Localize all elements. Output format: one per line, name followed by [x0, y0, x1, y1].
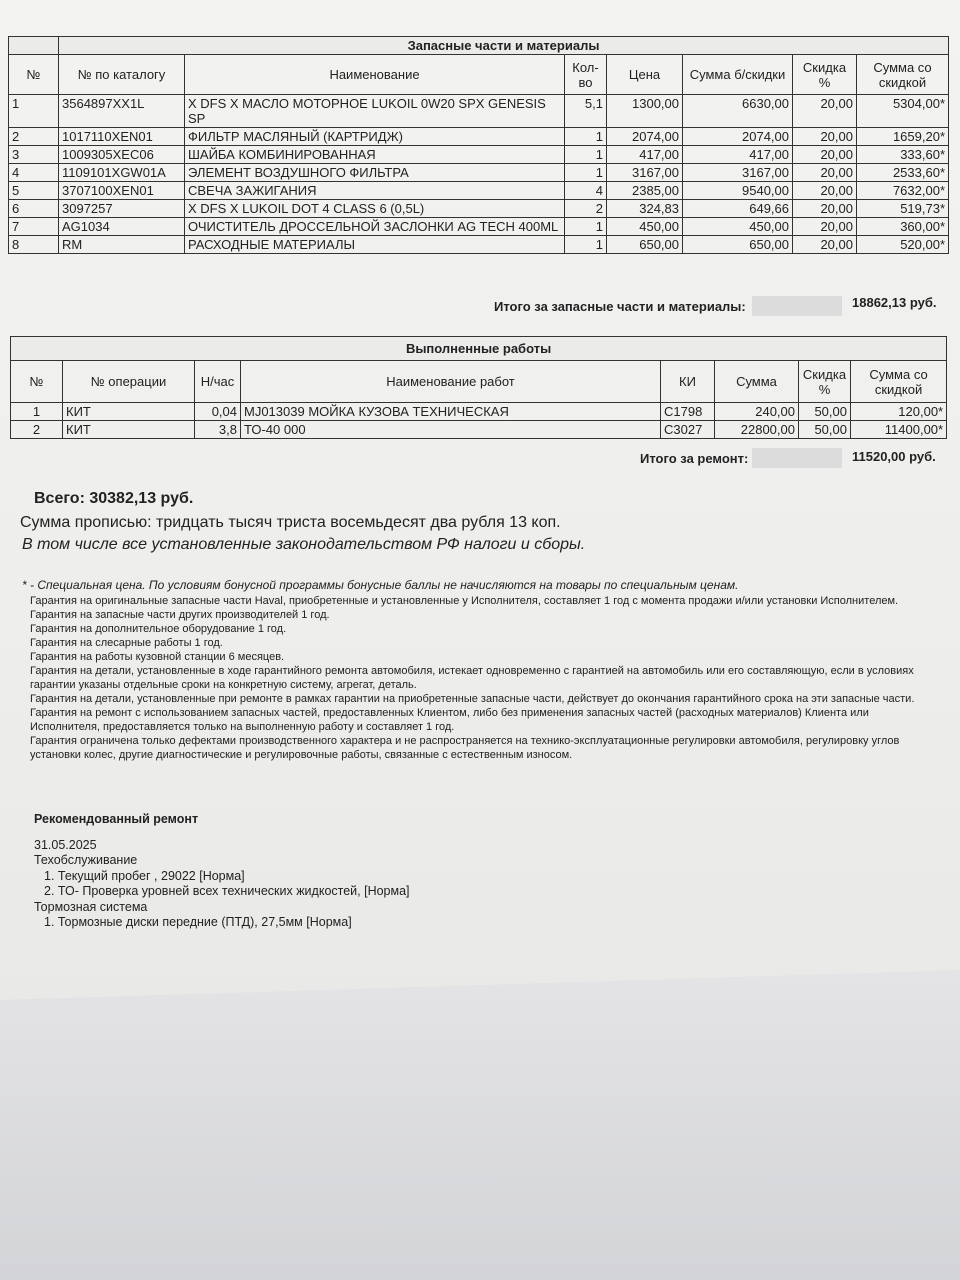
col-header: № по каталогу	[59, 55, 185, 95]
parts-cell-qty: 5,1	[565, 95, 607, 128]
parts-cell-sum: 650,00	[683, 236, 793, 254]
parts-cell-disc: 20,00	[793, 218, 857, 236]
warranty-line: Гарантия на запасные части других производителей 1 год.	[30, 609, 330, 621]
parts-cell-total: 333,60*	[857, 146, 949, 164]
works-cell-sum: 22800,00	[715, 421, 799, 439]
col-header: Сумма	[715, 361, 799, 403]
parts-cell-n: 4	[9, 164, 59, 182]
works-cell-ki: C3027	[661, 421, 715, 439]
parts-cell-price: 324,83	[607, 200, 683, 218]
works-cell-disc: 50,00	[799, 421, 851, 439]
parts-cell-qty: 4	[565, 182, 607, 200]
parts-cell-sum: 2074,00	[683, 128, 793, 146]
recommended-group: Тормозная система	[34, 899, 148, 914]
works-cell-hours: 3,8	[195, 421, 241, 439]
works-cell-n: 1	[11, 403, 63, 421]
parts-cell-code: 1017110XEN01	[59, 128, 185, 146]
table-row	[9, 128, 949, 146]
parts-cell-disc: 20,00	[793, 200, 857, 218]
parts-cell-name: ШАЙБА КОМБИНИРОВАННАЯ	[185, 146, 565, 164]
col-header: Наименование работ	[241, 361, 661, 403]
works-total-label: Итого за ремонт:	[640, 451, 749, 466]
table-row	[9, 146, 949, 164]
col-header: Наименование	[185, 55, 565, 95]
works-cell-name: ТО-40 000	[241, 421, 661, 439]
works-rows	[11, 403, 947, 439]
works-total-value: 11520,00 руб.	[852, 449, 936, 464]
table-row	[11, 403, 947, 421]
parts-cell-code: AG1034	[59, 218, 185, 236]
parts-cell-sum: 3167,00	[683, 164, 793, 182]
works-cell-ki: C1798	[661, 403, 715, 421]
parts-cell-price: 417,00	[607, 146, 683, 164]
parts-cell-name: СВЕЧА ЗАЖИГАНИЯ	[185, 182, 565, 200]
parts-cell-price: 2385,00	[607, 182, 683, 200]
parts-cell-sum: 9540,00	[683, 182, 793, 200]
table-row	[9, 95, 949, 128]
works-table	[10, 336, 947, 439]
works-cell-sum: 240,00	[715, 403, 799, 421]
col-header: №	[11, 361, 63, 403]
works-cell-disc: 50,00	[799, 403, 851, 421]
recommended-repair	[34, 812, 410, 931]
parts-cell-name: X DFS X МАСЛО МОТОРНОЕ LUKOIL 0W20 SPX GENESIS SP	[185, 95, 565, 128]
parts-cell-name: РАСХОДНЫЕ МАТЕРИАЛЫ	[185, 236, 565, 254]
recommended-heading: Рекомендованный ремонт	[34, 812, 199, 826]
works-cell-hours: 0,04	[195, 403, 241, 421]
col-header: № операции	[63, 361, 195, 403]
parts-cell-code: 3707100XEN01	[59, 182, 185, 200]
special-price-note: * - Специальная цена. По условиям бонусной программы бонусные баллы не начисляются на товары по специальным ценам.	[22, 578, 739, 592]
parts-cell-qty: 1	[565, 164, 607, 182]
table-row	[9, 164, 949, 182]
works-cell-total: 11400,00*	[851, 421, 947, 439]
parts-cell-total: 5304,00*	[857, 95, 949, 128]
background-sheet	[0, 970, 960, 1280]
parts-cell-price: 450,00	[607, 218, 683, 236]
table-row	[11, 421, 947, 439]
redaction-box	[752, 296, 842, 316]
parts-cell-total: 520,00*	[857, 236, 949, 254]
parts-cell-disc: 20,00	[793, 164, 857, 182]
works-cell-name: MJ013039 МОЙКА КУЗОВА ТЕХНИЧЕСКАЯ	[241, 403, 661, 421]
warranty-line: Гарантия на оригинальные запасные части Haval, приобретенные и установленные у Исполнителя, составляет 1 год с момента продажи и/или установки Исполнителем.	[30, 595, 899, 607]
works-cell-op: КИТ	[63, 421, 195, 439]
col-header: Н/час	[195, 361, 241, 403]
col-header: Сумма б/скидки	[683, 55, 793, 95]
warranty-line: Гарантия на ремонт с использованием запасных частей, предоставленных Клиентом, либо без применения запасных частей (расходных материалов) Клиента или Исполнителя, предоставляется только на выполненную работу и составляет 1 год.	[30, 707, 869, 733]
warranty-line: Гарантия на слесарные работы 1 год.	[30, 637, 223, 649]
parts-cell-code: 3564897XX1L	[59, 95, 185, 128]
taxes-note: В том числе все установленные законодательством РФ налоги и сборы.	[22, 536, 586, 553]
col-header: Цена	[607, 55, 683, 95]
parts-cell-disc: 20,00	[793, 236, 857, 254]
parts-cell-disc: 20,00	[793, 182, 857, 200]
parts-cell-qty: 2	[565, 200, 607, 218]
recommended-item: 1. Текущий пробег , 29022 [Норма]	[44, 868, 245, 883]
parts-cell-total: 360,00*	[857, 218, 949, 236]
parts-cell-sum: 649,66	[683, 200, 793, 218]
recommended-date: 31.05.2025	[34, 837, 97, 852]
warranty-line: Гарантия на детали, установленные в ходе гарантийного ремонта автомобиля, истекает одновременно с гарантией на автомобиль или его составляющую, если в условиях гарантии указаны отдельные сроки на конкретную систему, агрегат, деталь.	[30, 665, 914, 691]
parts-cell-code: 1009305XEC06	[59, 146, 185, 164]
grand-total: Всего: 30382,13 руб.	[34, 490, 194, 507]
parts-cell-total: 7632,00*	[857, 182, 949, 200]
parts-cell-qty: 1	[565, 146, 607, 164]
parts-total-label: Итого за запасные части и материалы:	[494, 299, 746, 314]
parts-cell-n: 5	[9, 182, 59, 200]
table-row	[9, 218, 949, 236]
parts-table-title: Запасные части и материалы	[59, 37, 949, 55]
parts-cell-disc: 20,00	[793, 146, 857, 164]
col-header: КИ	[661, 361, 715, 403]
col-header: Скидка %	[793, 55, 857, 95]
col-header: Сумма со скидкой	[851, 361, 947, 403]
works-cell-total: 120,00*	[851, 403, 947, 421]
parts-cell-name: ЭЛЕМЕНТ ВОЗДУШНОГО ФИЛЬТРА	[185, 164, 565, 182]
parts-cell-price: 2074,00	[607, 128, 683, 146]
parts-cell-n: 7	[9, 218, 59, 236]
parts-cell-total: 1659,20*	[857, 128, 949, 146]
parts-cell-n: 3	[9, 146, 59, 164]
parts-cell-n: 8	[9, 236, 59, 254]
parts-cell-total: 2533,60*	[857, 164, 949, 182]
parts-cell-price: 3167,00	[607, 164, 683, 182]
parts-cell-disc: 20,00	[793, 95, 857, 128]
warranty-notes	[22, 578, 922, 762]
parts-cell-qty: 1	[565, 236, 607, 254]
recommended-item: 1. Тормозные диски передние (ПТД), 27,5мм [Норма]	[44, 915, 352, 929]
parts-cell-qty: 1	[565, 128, 607, 146]
parts-cell-price: 650,00	[607, 236, 683, 254]
parts-cell-sum: 6630,00	[683, 95, 793, 128]
table-row	[9, 182, 949, 200]
table-row	[9, 200, 949, 218]
parts-cell-n: 1	[9, 95, 59, 128]
table-row	[9, 236, 949, 254]
parts-cell-n: 6	[9, 200, 59, 218]
parts-cell-disc: 20,00	[793, 128, 857, 146]
parts-cell-code: 1109101XGW01A	[59, 164, 185, 182]
parts-cell-qty: 1	[565, 218, 607, 236]
parts-cell-name: X DFS X LUKOIL DOT 4 CLASS 6 (0,5L)	[185, 200, 565, 218]
parts-cell-code: RM	[59, 236, 185, 254]
recommended-item: 2. ТО- Проверка уровней всех технических жидкостей, [Норма]	[44, 884, 410, 898]
warranty-line: Гарантия на дополнительное оборудование 1 год.	[30, 623, 287, 635]
works-cell-n: 2	[11, 421, 63, 439]
parts-cell-name: ФИЛЬТР МАСЛЯНЫЙ (КАРТРИДЖ)	[185, 128, 565, 146]
parts-cell-total: 519,73*	[857, 200, 949, 218]
parts-total-value: 18862,13 руб.	[852, 295, 937, 310]
col-header: Сумма со скидкой	[857, 55, 949, 95]
works-table-title: Выполненные работы	[11, 337, 947, 361]
parts-cell-name: ОЧИСТИТЕЛЬ ДРОССЕЛЬНОЙ ЗАСЛОНКИ AG TECH 400ML	[185, 218, 565, 236]
col-header: Кол-во	[565, 55, 607, 95]
parts-cell-sum: 450,00	[683, 218, 793, 236]
warranty-line: Гарантия ограничена только дефектами производственного характера и не распространяется на технико-эксплуатационные регулировки автомобиля, регулировку углов установки колес, другие диагностические и регулировочные работы, связанные с естественным износом.	[30, 735, 900, 761]
col-header: №	[9, 55, 59, 95]
warranty-line: Гарантия на детали, установленные при ремонте в рамках гарантии на приобретенные запасные части, действует до окончания гарантийного срока на эти запасные части.	[30, 693, 915, 705]
redaction-box	[752, 448, 842, 468]
amount-in-words: Сумма прописью: тридцать тысяч триста восемьдесят два рубля 13 коп.	[20, 514, 561, 531]
recommended-group: Техобслуживание	[34, 853, 138, 867]
col-header: Скидка %	[799, 361, 851, 403]
parts-cell-sum: 417,00	[683, 146, 793, 164]
works-cell-op: КИТ	[63, 403, 195, 421]
warranty-line: Гарантия на работы кузовной станции 6 месяцев.	[30, 651, 285, 663]
parts-table	[8, 36, 949, 254]
parts-cell-n: 2	[9, 128, 59, 146]
parts-rows	[9, 95, 949, 254]
parts-cell-code: 3097257	[59, 200, 185, 218]
parts-cell-price: 1300,00	[607, 95, 683, 128]
